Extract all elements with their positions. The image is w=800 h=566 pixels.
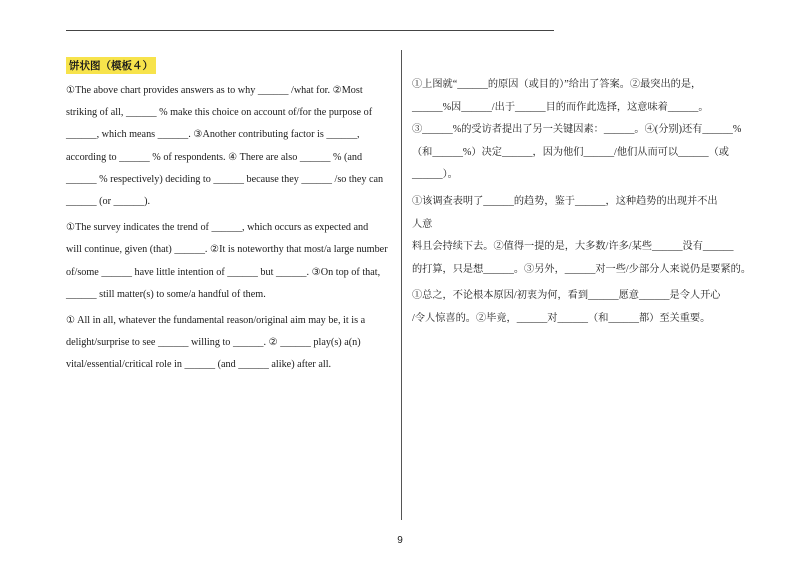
text-line: ③______%的受访者提出了另一关键因素：______。④(分别)还有______% [412, 124, 742, 136]
text-line: ①The above chart provides answers as to why ______ /what for. ②Most [66, 85, 363, 96]
text-line: ①The survey indicates the trend of ______, which occurs as expected and [66, 222, 369, 234]
text-line: 的打算，只是想______。③另外，______对一些/少部分人来说仍是要紧的。 [412, 263, 752, 275]
text-line: ______%因______/出于______目的而作此选择，这意味着______。 [412, 101, 709, 113]
text-line: ①总之，不论根本原因/初衷为何，看到______愿意______是令人开心 [412, 290, 721, 302]
text-line: according to ______ % of respondents. ④ There are also ______ % (and [66, 151, 363, 163]
text-line: （和______%）决定______，因为他们______/他们从而可以______（或 [412, 146, 729, 158]
text-line: /令人惊喜的。②毕竟，______对______（和______都）至关重要。 [412, 312, 711, 324]
english-column [66, 56, 392, 376]
text-line: ______ % respectively) deciding to ______ because they ______ /so they can [66, 173, 384, 185]
text-line: of/some ______ have little intention of ______ but ______. ③On top of that, [66, 266, 381, 278]
text-line: ______, which means ______. ③Another contributing factor is ______, [66, 129, 360, 141]
text-line: delight/surprise to see ______ willing to ______. ② ______ play(s) a(n) [66, 337, 361, 349]
chinese-column [412, 74, 752, 331]
text-line: striking of all, ______ % make this choice on account of/for the purpose of [66, 107, 373, 119]
text-line: ①上图就“______的原因（或目的）”给出了答案。②最突出的是， [412, 79, 702, 90]
text-line: ______ (or ______). [66, 195, 151, 207]
text-line: ______ still matter(s) to some/a handful of them. [66, 288, 266, 300]
text-line: will continue, given (that) ______. ②It is noteworthy that most/a large number [66, 244, 388, 256]
text-line: 人意 [412, 218, 433, 230]
page-number: 9 [397, 535, 403, 546]
column-divider [401, 50, 402, 520]
section-heading: 饼状图（模板４） [66, 57, 156, 74]
text-line: vital/essential/critical role in ______ (and ______ alike) after all. [66, 359, 332, 371]
text-line: ______）。 [412, 169, 458, 181]
header-rule [66, 30, 554, 31]
text-line: ①该调查表明了______的趋势，鉴于______，这种趋势的出现并不出 [412, 195, 718, 207]
text-line: 料且会持续下去。②值得一提的是，大多数/许多/某些______没有______ [412, 241, 734, 253]
text-line: ① All in all, whatever the fundamental reason/original aim may be, it is a [66, 314, 366, 326]
